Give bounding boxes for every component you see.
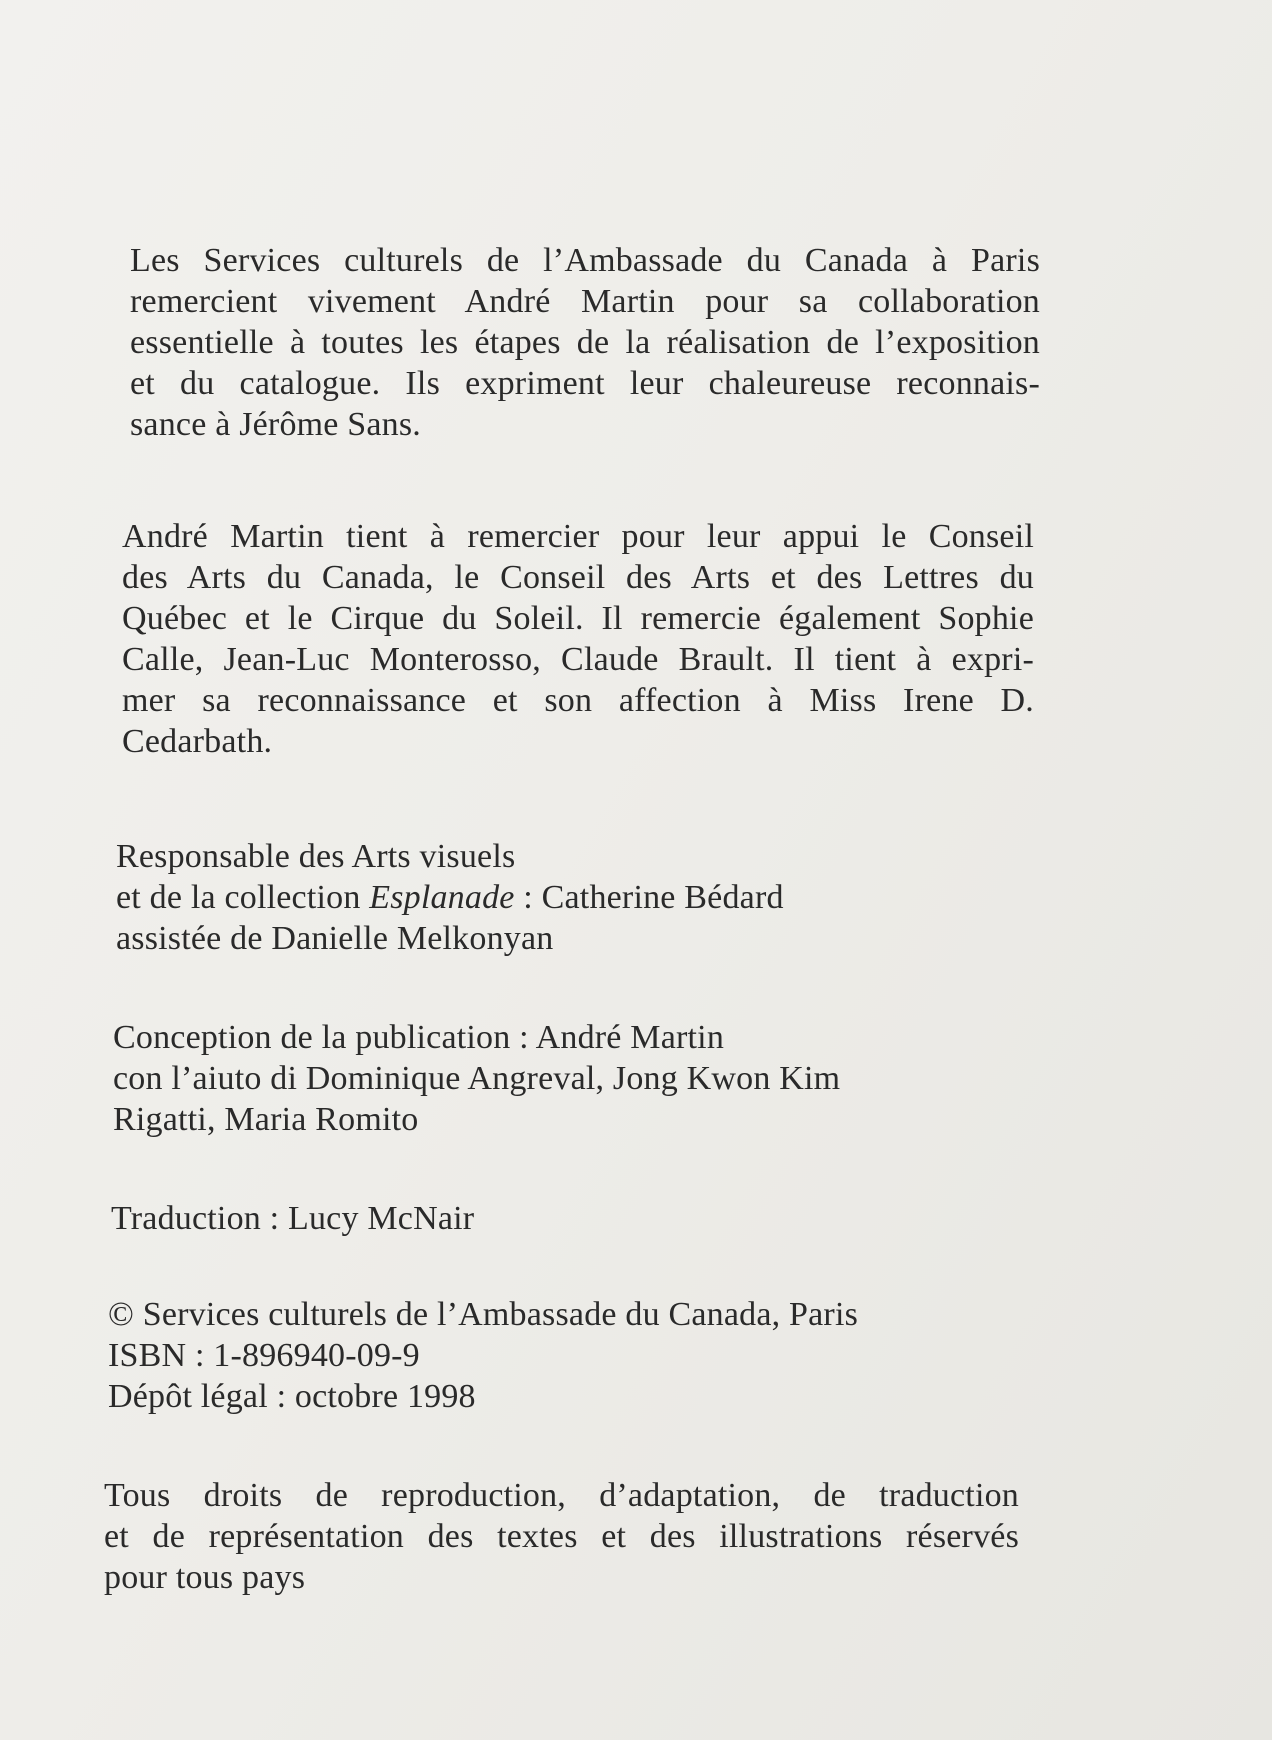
text-line: Cedarbath.: [122, 723, 273, 760]
credit-line: Rigatti, Maria Romito: [113, 1101, 419, 1138]
visual-arts-credits: [116, 836, 1016, 959]
text-line: Calle, Jean-Luc Monterosso, Claude Brault. Il tient à expri-: [122, 641, 1034, 678]
credit-prefix: et de la collection: [116, 879, 370, 916]
text-line: sance à Jérôme Sans.: [130, 406, 422, 443]
acknowledgement-paragraph-embassy: [130, 240, 1040, 445]
credit-line: Conception de la publication : André Martin: [113, 1019, 725, 1056]
text-line: pour tous pays: [104, 1559, 306, 1596]
credit-line: con l’aiuto di Dominique Angreval, Jong Kwon Kim: [113, 1060, 841, 1097]
credit-line: Responsable des Arts visuels: [116, 838, 516, 875]
text-line: André Martin tient à remercier pour leur appui le Conseil: [122, 518, 1034, 555]
isbn-line: ISBN : 1-896940-09-9: [108, 1337, 420, 1374]
text-line: Québec et le Cirque du Soleil. Il remercie également Sophie: [122, 600, 1034, 637]
text-line: et du catalogue. Ils expriment leur chaleureuse reconnais-: [130, 365, 1040, 402]
legal-information: [108, 1294, 1008, 1417]
publication-credits: [113, 1017, 1013, 1140]
text-line: Les Services culturels de l’Ambassade du Canada à Paris: [130, 242, 1040, 279]
text-line: et de représentation des textes et des illustrations réservés: [104, 1518, 1019, 1555]
copyright-line: © Services culturels de l’Ambassade du Canada, Paris: [108, 1296, 859, 1333]
text-line: des Arts du Canada, le Conseil des Arts et des Lettres du: [122, 559, 1034, 596]
credit-line: [116, 877, 1016, 918]
text-line: essentielle à toutes les étapes de la réalisation de l’exposition: [130, 324, 1040, 361]
legal-deposit-line: Dépôt légal : octobre 1998: [108, 1378, 476, 1415]
text-line: remercient vivement André Martin pour sa collaboration: [130, 283, 1040, 320]
text-line: mer sa reconnaissance et son affection à Miss Irene D.: [122, 682, 1034, 719]
acknowledgement-paragraph-author: [122, 516, 1034, 762]
translation-credit: [111, 1198, 1011, 1239]
collection-name: Esplanade: [369, 879, 515, 916]
credit-line: assistée de Danielle Melkonyan: [116, 920, 554, 957]
rights-notice: [104, 1475, 1019, 1598]
credit-line: Traduction : Lucy McNair: [111, 1200, 475, 1237]
credit-suffix: : Catherine Bédard: [514, 879, 784, 916]
text-line: Tous droits de reproduction, d’adaptation, de traduction: [104, 1477, 1019, 1514]
